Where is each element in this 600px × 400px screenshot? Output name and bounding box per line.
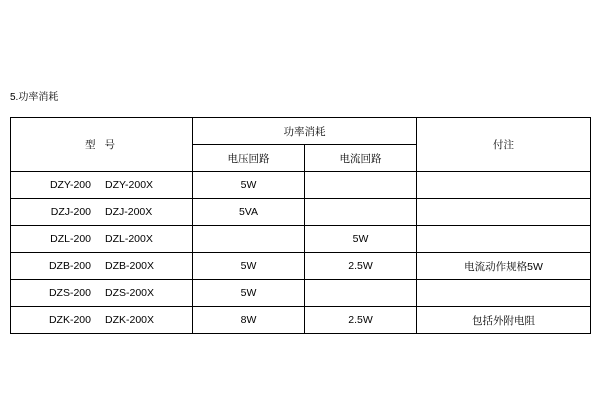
model-code-a: DZL-200: [50, 233, 91, 245]
cell-model: [11, 172, 193, 199]
header-power-consumption: 功率消耗: [193, 118, 417, 145]
cell-current: 2.5W: [305, 307, 417, 334]
model-code-a: DZK-200: [48, 314, 91, 326]
model-code-b: DZS-200X: [104, 287, 155, 299]
model-code-b: DZK-200X: [104, 314, 155, 326]
power-consumption-table-wrap: [10, 117, 590, 334]
header-current-circuit: 电流回路: [305, 145, 417, 172]
model-code-a: DZB-200: [48, 260, 91, 272]
cell-voltage: [193, 226, 305, 253]
cell-voltage: 5VA: [193, 199, 305, 226]
cell-note: 电流动作规格5W: [417, 253, 591, 280]
cell-current: [305, 199, 417, 226]
cell-model: [11, 226, 193, 253]
cell-voltage: 5W: [193, 172, 305, 199]
model-code-b: DZL-200X: [105, 233, 153, 245]
cell-model: [11, 199, 193, 226]
cell-current: 2.5W: [305, 253, 417, 280]
header-voltage-circuit: 电压回路: [193, 145, 305, 172]
table-row: [11, 253, 591, 280]
table-row: [11, 172, 591, 199]
model-code-b: DZJ-200X: [105, 206, 153, 218]
cell-model: [11, 253, 193, 280]
model-code-a: DZY-200: [49, 179, 91, 191]
model-code-a: DZS-200: [48, 287, 91, 299]
cell-voltage: 5W: [193, 280, 305, 307]
table-row: [11, 226, 591, 253]
cell-current: [305, 280, 417, 307]
section-title: 5.功率消耗: [10, 92, 59, 103]
cell-note: [417, 280, 591, 307]
model-code-a: DZJ-200: [50, 206, 91, 218]
cell-note: [417, 172, 591, 199]
power-consumption-table: [10, 117, 591, 334]
cell-model: [11, 280, 193, 307]
cell-note: 包括外附电阻: [417, 307, 591, 334]
table-row: [11, 199, 591, 226]
table-header-row-1: [11, 118, 591, 145]
cell-voltage: 8W: [193, 307, 305, 334]
cell-voltage: 5W: [193, 253, 305, 280]
header-model: 型 号: [11, 118, 193, 172]
cell-note: [417, 226, 591, 253]
model-code-b: DZB-200X: [104, 260, 155, 272]
cell-current: 5W: [305, 226, 417, 253]
cell-model: [11, 307, 193, 334]
model-code-b: DZY-200X: [105, 179, 154, 191]
cell-note: [417, 199, 591, 226]
header-note: 付注: [417, 118, 591, 172]
cell-current: [305, 172, 417, 199]
table-row: [11, 307, 591, 334]
table-row: [11, 280, 591, 307]
